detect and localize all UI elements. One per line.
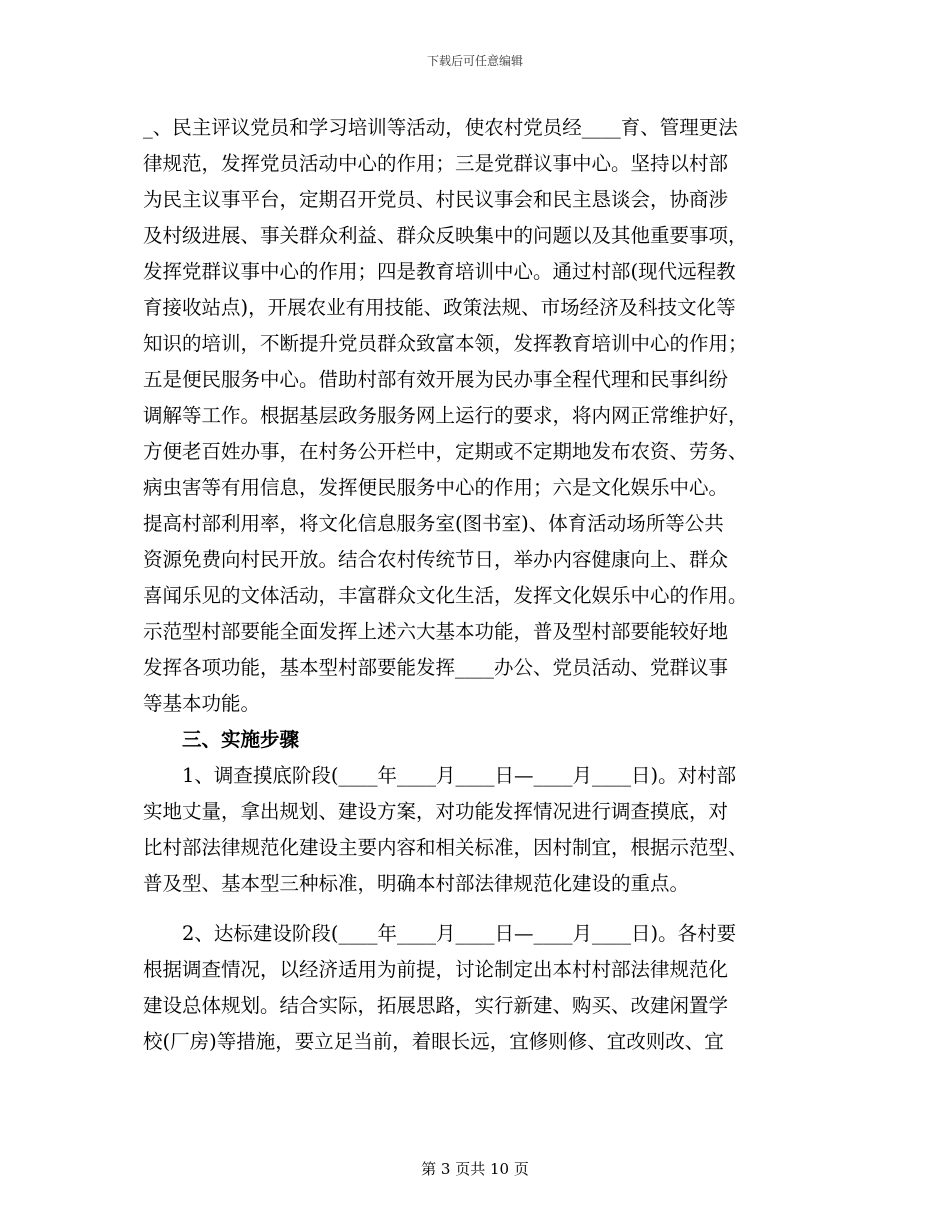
text-line: 实地丈量，拿出规划、建设方案，对功能发挥情况进行调查摸底，对 bbox=[143, 800, 729, 823]
text-line: 律规范，发挥党员活动中心的作用；三是党群议事中心。坚持以村部 bbox=[143, 152, 729, 175]
text-line: 校(厂房)等措施，要立足当前，着眼长远，宜修则修、宜改则改、宜 bbox=[143, 1030, 724, 1053]
text-line: 喜闻乐见的文体活动，丰富群众文化生活，发挥文化娱乐中心的作用。 bbox=[143, 584, 748, 607]
text-line: 发挥各项功能，基本型村部要能发挥____办公、党员活动、党群议事 bbox=[143, 656, 729, 679]
paragraph-step-2 bbox=[143, 916, 808, 1060]
text-line: 2、达标建设阶段(____年____月____日—____月____日)。各村要 bbox=[182, 922, 737, 945]
text-line: 调解等工作。根据基层政务服务网上运行的要求，将内网正常维护好， bbox=[143, 404, 748, 427]
paragraph-functions bbox=[143, 110, 808, 722]
text-line: 发挥党群议事中心的作用；四是教育培训中心。通过村部(现代远程教 bbox=[143, 260, 736, 283]
text-line: 根据调查情况，以经济适用为前提，讨论制定出本村村部法律规范化 bbox=[143, 958, 729, 981]
text-line: 提高村部利用率，将文化信息服务室(图书室)、体育活动场所等公共 bbox=[143, 512, 724, 535]
text-line: 方便老百姓办事，在村务公开栏中，定期或不定期地发布农资、劳务、 bbox=[143, 440, 748, 463]
text-line: 资源免费向村民开放。结合农村传统节日，举办内容健康向上、群众 bbox=[143, 548, 729, 571]
text-line: 比村部法律规范化建设主要内容和相关标准，因村制宜，根据示范型、 bbox=[143, 836, 748, 859]
text-line: 建设总体规划。结合实际，拓展思路，实行新建、购买、改建闲置学 bbox=[143, 994, 729, 1017]
text-line: 普及型、基本型三种标准，明确本村部法律规范化建设的重点。 bbox=[143, 872, 690, 895]
text-line: 育接收站点)，开展农业有用技能、政策法规、市场经济及科技文化等 bbox=[143, 296, 736, 319]
text-line: 为民主议事平台，定期召开党员、村民议事会和民主恳谈会，协商涉 bbox=[143, 188, 729, 211]
text-line: 等基本功能。 bbox=[143, 692, 261, 715]
document-body bbox=[143, 110, 808, 1060]
text-line: _、民主评议党员和学习培训等活动，使农村党员经____育、管理更法 bbox=[143, 116, 738, 139]
text-line: 知识的培训，不断提升党员群众致富本领，发挥教育培训中心的作用； bbox=[143, 332, 748, 355]
text-line: 及村级进展、事关群众利益、群众反映集中的问题以及其他重要事项， bbox=[143, 224, 748, 247]
section-heading: 三、实施步骤 bbox=[182, 728, 300, 751]
text-line: 五是便民服务中心。借助村部有效开展为民办事全程代理和民事纠纷 bbox=[143, 368, 729, 391]
page-number: 第 3 页共 10 页 bbox=[421, 1160, 529, 1178]
text-line: 病虫害等有用信息，发挥便民服务中心的作用；六是文化娱乐中心。 bbox=[143, 476, 729, 499]
text-line: 示范型村部要能全面发挥上述六大基本功能，普及型村部要能较好地 bbox=[143, 620, 729, 643]
text-line: 1、调查摸底阶段(____年____月____日—____月____日)。对村部 bbox=[182, 764, 737, 787]
paragraph-step-1 bbox=[143, 758, 808, 902]
paragraph-gap bbox=[143, 902, 808, 916]
page-header: 下载后可任意编辑 bbox=[426, 54, 523, 68]
